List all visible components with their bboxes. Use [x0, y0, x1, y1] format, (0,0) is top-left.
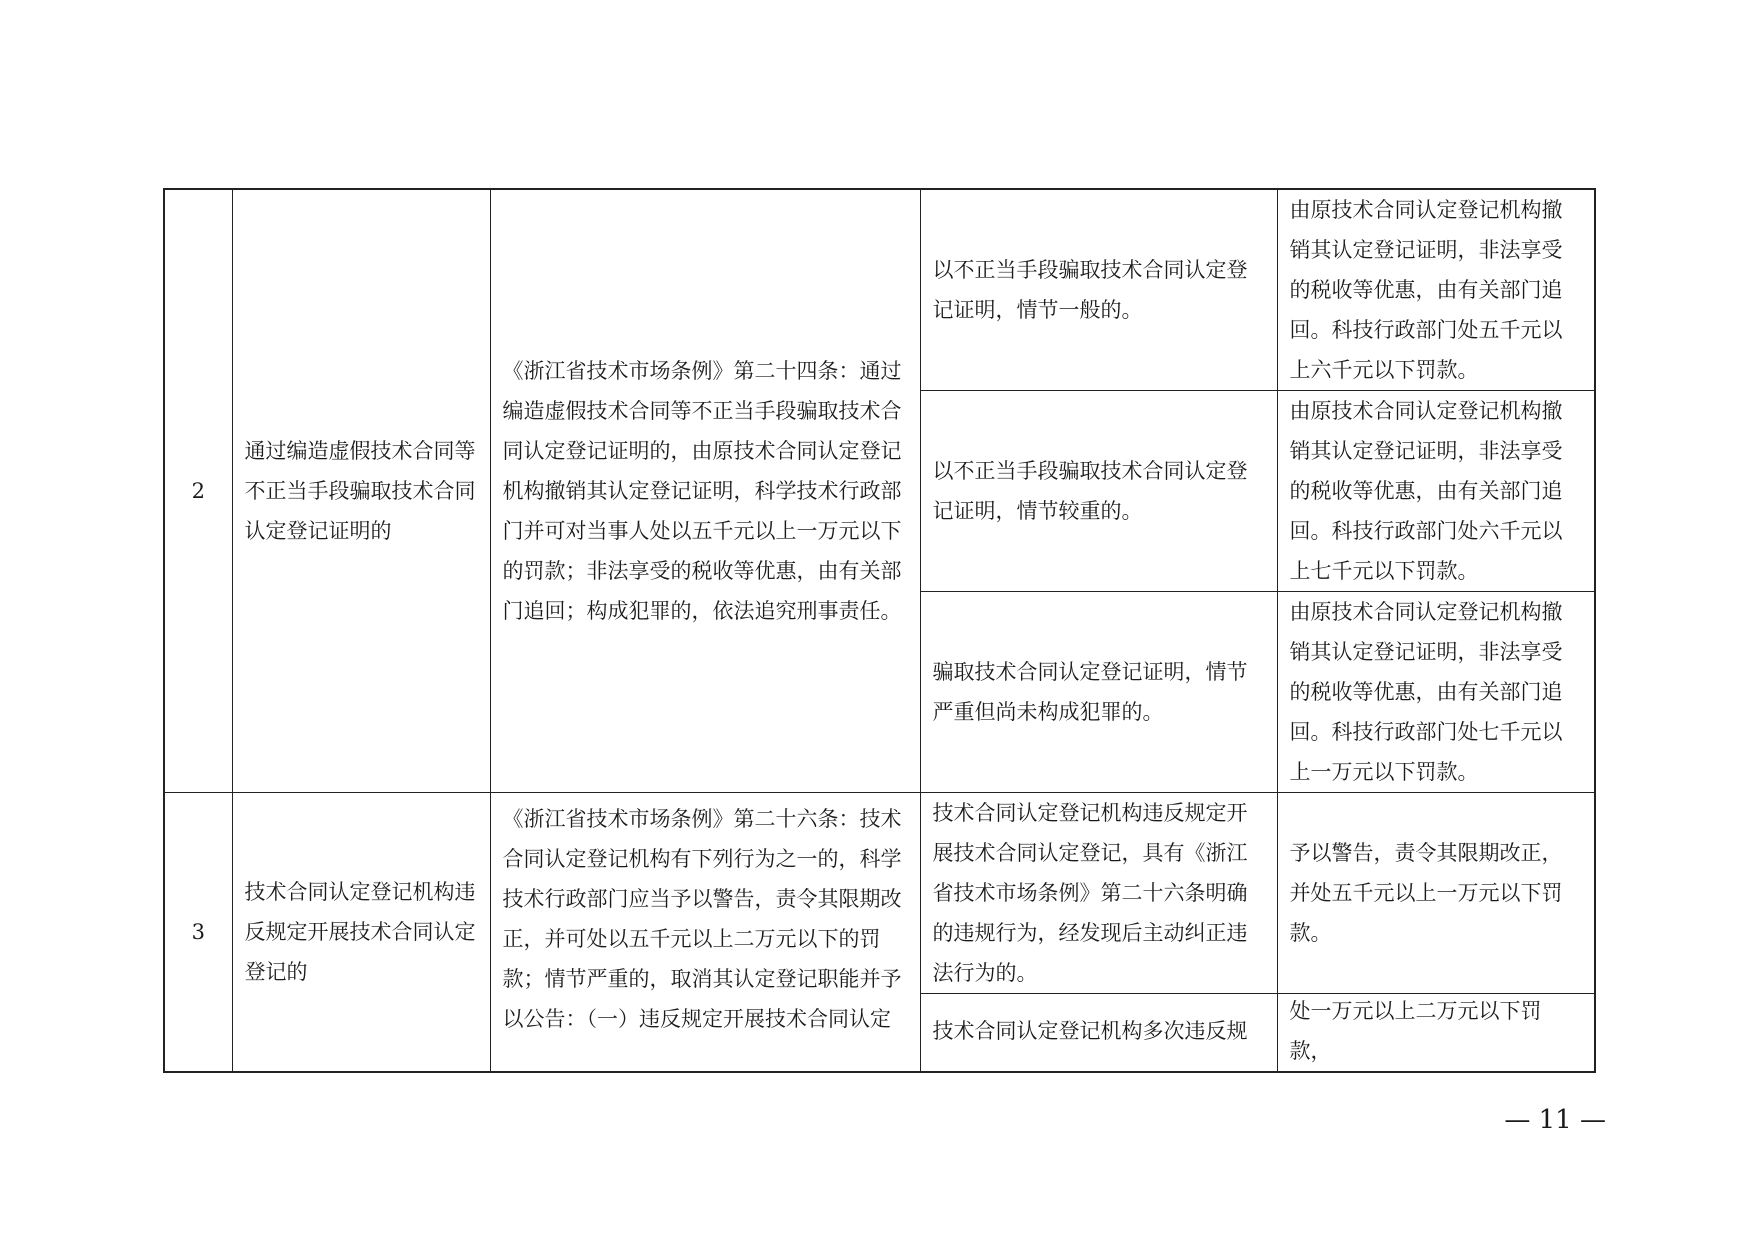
penalty-standard: 予以警告，责令其限期改正，并处五千元以上一万元以下罚款。: [1277, 793, 1595, 994]
penalty-standard: 处一万元以上二万元以下罚款，: [1289, 999, 1542, 1063]
penalty-cell: [1277, 994, 1595, 1073]
violation-item: 技术合同认定登记机构违反规定开展技术合同认定登记的: [232, 793, 490, 1073]
circumstance: 技术合同认定登记机构违反规定开展技术合同认定登记，具有《浙江省技术市场条例》第二十六条明确的违规行为，经发现后主动纠正违法行为的。: [920, 793, 1277, 994]
table-row: [164, 793, 1595, 994]
row-number: 3: [164, 793, 232, 1073]
circumstance: 技术合同认定登记机构多次违反规: [932, 1019, 1248, 1043]
circumstance: 以不正当手段骗取技术合同认定登记证明，情节较重的。: [920, 391, 1277, 592]
table-row: [164, 189, 1595, 391]
legal-basis: 《浙江省技术市场条例》第二十六条：技术合同认定登记机构有下列行为之一的，科学技术行政部门应当予以警告，责令其限期改正，并可处以五千元以上二万元以下的罚款；情节严重的，取消其认定登记职能并予以公告：（一）违反规定开展技术合同认定: [490, 793, 920, 1073]
penalty-standards-table: [163, 188, 1596, 1073]
penalty-standard: 由原技术合同认定登记机构撤销其认定登记证明，非法享受的税收等优惠，由有关部门追回。科技行政部门处六千元以上七千元以下罚款。: [1277, 391, 1595, 592]
circumstance-cell: [920, 994, 1277, 1073]
penalty-standard: 由原技术合同认定登记机构撤销其认定登记证明，非法享受的税收等优惠，由有关部门追回。科技行政部门处七千元以上一万元以下罚款。: [1277, 592, 1595, 793]
penalty-standard: 由原技术合同认定登记机构撤销其认定登记证明，非法享受的税收等优惠，由有关部门追回。科技行政部门处五千元以上六千元以下罚款。: [1277, 189, 1595, 391]
legal-basis: 《浙江省技术市场条例》第二十四条：通过编造虚假技术合同等不正当手段骗取技术合同认定登记证明的，由原技术合同认定登记机构撤销其认定登记证明，科学技术行政部门并可对当事人处以五千元以上一万元以下的罚款；非法享受的税收等优惠，由有关部门追回；构成犯罪的，依法追究刑事责任。: [490, 189, 920, 793]
circumstance: 骗取技术合同认定登记证明，情节严重但尚未构成犯罪的。: [920, 592, 1277, 793]
page-number: — 11 —: [1504, 1105, 1606, 1135]
circumstance: 以不正当手段骗取技术合同认定登记证明，情节一般的。: [920, 189, 1277, 391]
violation-item: 通过编造虚假技术合同等不正当手段骗取技术合同认定登记证明的: [232, 189, 490, 793]
row-number: 2: [164, 189, 232, 793]
